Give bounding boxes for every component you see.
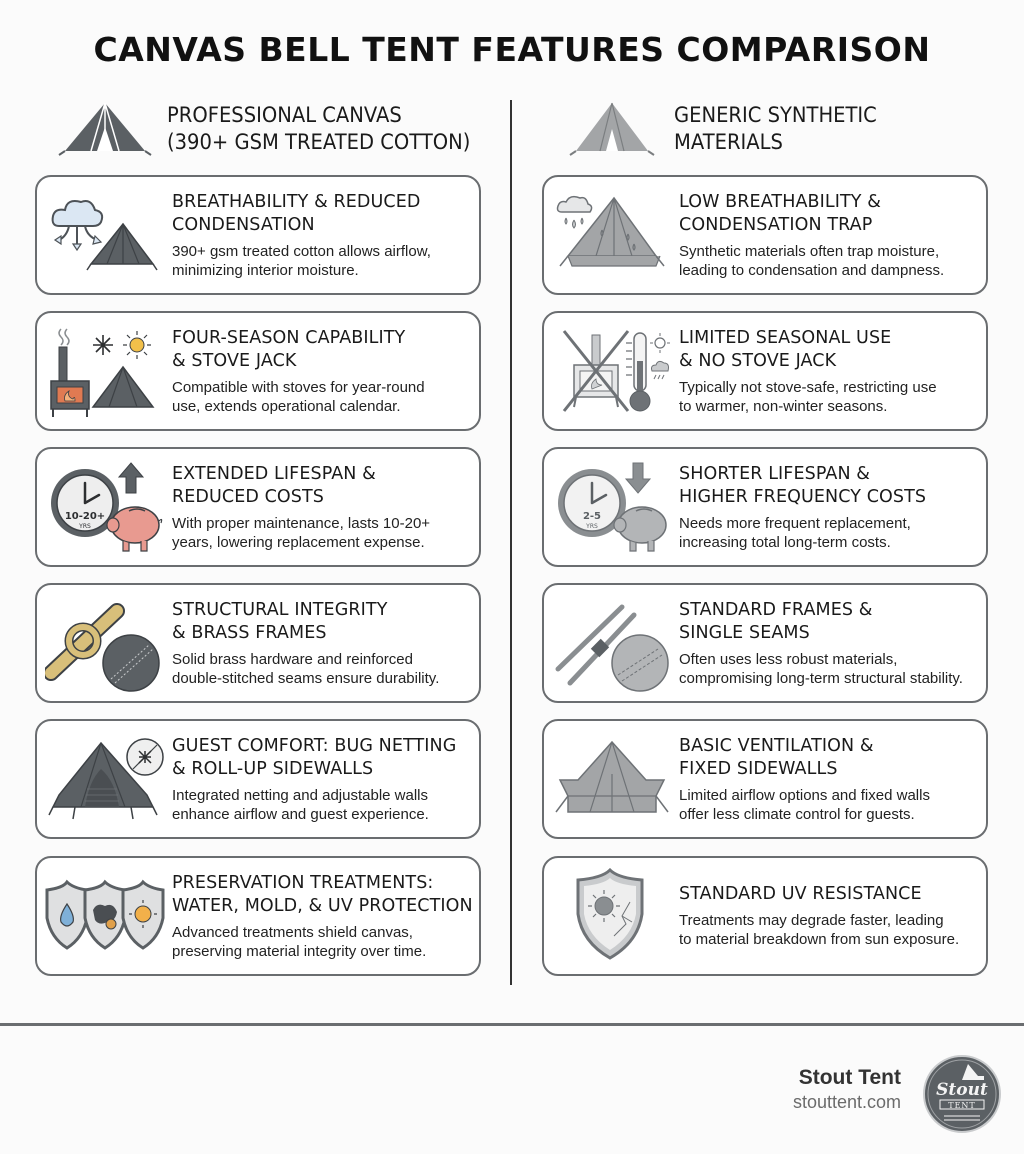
svg-text:2-5: 2-5 [582,511,601,522]
card-description: Solid brass hardware and reinforced double-stitched seams ensure durability. [172,650,440,687]
tent-bug-netting-icon [37,721,172,837]
feature-card-low-breathability [542,175,988,295]
card-heading: STANDARD UV RESISTANCE [679,884,922,904]
brass-frame-seam-icon [37,585,172,701]
card-description: With proper maintenance, lasts 10-20+ years, lowering replacement expense. [172,514,431,551]
svg-text:10-20+: 10-20+ [64,511,105,522]
card-description: Often uses less robust materials, compromising long-term structural stability. [679,650,963,687]
column-divider [510,100,512,985]
three-shields-icon [37,858,172,974]
bell-tent-icon-dark [55,97,155,161]
card-heading: EXTENDED LIFESPAN & REDUCED COSTS [172,463,376,507]
no-stove-thermometer-icon [544,313,679,429]
water-shield-icon [47,882,87,948]
card-heading: LOW BREATHABILITY & CONDENSATION TRAP [679,191,881,235]
svg-text:YRS: YRS [78,523,91,530]
bell-tent-icon-light [562,97,662,161]
feature-card-basic-ventilation [542,719,988,839]
column-header-professional [55,97,493,161]
card-heading: LIMITED SEASONAL USE & NO STOVE JACK [679,327,892,371]
cracked-uv-shield-icon [544,858,679,974]
rain-cloud-tent-icon [544,177,679,293]
stout-tent-logo [922,1054,1002,1134]
card-description: 390+ gsm treated cotton allows airflow, minimizing interior moisture. [172,242,431,279]
card-description: Treatments may degrade faster, leading to material breakdown from sun exposure. [679,912,960,948]
card-heading: BREATHABILITY & REDUCED CONDENSATION [172,191,421,235]
brand-block [793,1066,901,1113]
feature-card-four-season [35,311,481,431]
basic-tent-icon [544,721,679,837]
feature-card-breathability [35,175,481,295]
brand-name: Stout Tent [798,1066,901,1089]
feature-card-lifespan [35,447,481,567]
feature-card-structural-integrity [35,583,481,703]
card-heading: STANDARD FRAMES & SINGLE SEAMS [679,599,873,643]
brand-url-link[interactable]: stouttent.com [792,1092,901,1112]
feature-card-limited-seasonal [542,311,988,431]
card-description: Compatible with stoves for year-round use, extends operational calendar. [172,378,425,415]
card-heading: BASIC VENTILATION & FIXED SIDEWALLS [679,735,874,779]
card-description: Limited airflow options and fixed walls offer less climate control for guests. [679,786,930,823]
uv-shield-icon [123,882,163,948]
column-heading-line: MATERIALS [674,130,783,154]
card-description: Needs more frequent replacement, increasing total long-term costs. [679,514,911,551]
svg-text:YRS: YRS [585,523,598,530]
clock-piggy-bank-down-icon [544,449,679,565]
card-description: Typically not stove-safe, restricting use to warmer, non-winter seasons. [679,378,937,415]
card-heading: SHORTER LIFESPAN & HIGHER FREQUENCY COSTS [679,463,927,507]
page-title: CANVAS BELL TENT FEATURES COMPARISON [93,30,931,69]
card-description: Advanced treatments shield canvas, preserving material integrity over time. [172,923,427,960]
card-description: Integrated netting and adjustable walls enhance airflow and guest experience. [172,786,429,823]
standard-frame-seam-icon [544,585,679,701]
svg-text:Stout: Stout [936,1080,988,1100]
card-heading: STRUCTURAL INTEGRITY & BRASS FRAMES [172,599,388,643]
feature-card-guest-comfort [35,719,481,839]
feature-card-standard-frames [542,583,988,703]
card-heading: FOUR-SEASON CAPABILITY & STOVE JACK [172,327,406,371]
feature-card-preservation [35,856,481,976]
card-heading: GUEST COMFORT: BUG NETTING & ROLL-UP SIDEWALLS [172,735,457,779]
feature-card-shorter-lifespan [542,447,988,567]
column-heading-line: GENERIC SYNTHETIC [674,103,877,127]
clock-piggy-bank-icon [37,449,172,565]
stove-snow-sun-tent-icon [37,313,172,429]
column-heading-line: PROFESSIONAL CANVAS [167,103,402,127]
footer-divider [0,1023,1024,1026]
card-heading: PRESERVATION TREATMENTS: WATER, MOLD, & UV PROTECTION [172,872,473,916]
svg-text:TENT: TENT [948,1101,976,1110]
card-description: Synthetic materials often trap moisture, leading to condensation and dampness. [679,242,945,279]
column-heading-line: (390+ GSM TREATED COTTON) [167,130,471,154]
cloud-airflow-tent-icon [37,177,172,293]
mold-shield-icon [85,882,125,948]
column-header-generic [562,97,892,161]
feature-card-standard-uv [542,856,988,976]
